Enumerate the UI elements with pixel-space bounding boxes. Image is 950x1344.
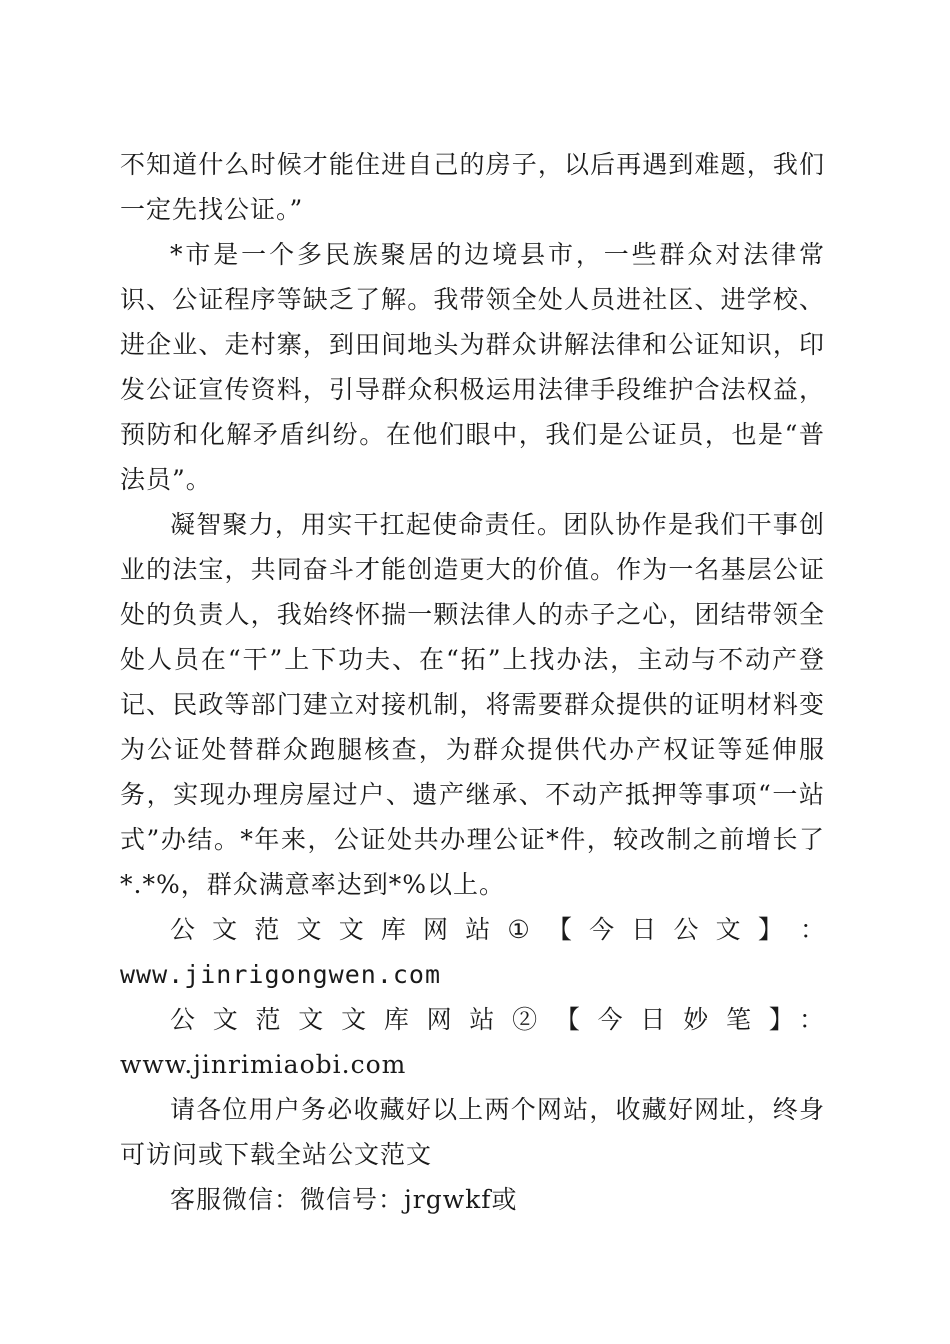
site1-char: 公 xyxy=(170,915,196,944)
site1-url[interactable]: www.jinrigongwen.com xyxy=(120,960,442,989)
site1-char: 网 xyxy=(423,915,449,944)
site1-char: 文 xyxy=(296,915,322,944)
site2-line[interactable]: 公文范文文库网站②【今日妙笔】：www.jinrimiaobi.com xyxy=(120,1005,825,1079)
site1-char: 库 xyxy=(380,915,406,944)
site1-char: 文 xyxy=(338,915,364,944)
site1-char: 文 xyxy=(212,915,238,944)
site1-char: 今 xyxy=(589,915,615,944)
site1-char: 范 xyxy=(254,915,280,944)
service-contact: 客服微信：微信号：jrgwkf或 xyxy=(170,1185,518,1214)
site1-char: 【 xyxy=(546,915,572,944)
site1-char: 】 xyxy=(757,915,783,944)
document-body xyxy=(120,142,825,1222)
site1-char: 日 xyxy=(631,915,657,944)
paragraph-legal-outreach: *市是一个多民族聚居的边境县市，一些群众对法律常识、公证程序等缺乏了解。我带领全处人员进社区、进学校、进企业、走村寨，到田间地头为群众讲解法律和公证知识，印发公证宣传资料，引导群众积极运用法律手段维护合法权益，预防和化解矛盾纠纷。在他们眼中，我们是公证员，也是“普法员”。 xyxy=(120,240,825,494)
site1-line xyxy=(120,907,825,952)
notice-paragraph: 请各位用户务必收藏好以上两个网站，收藏好网址，终身可访问或下载全站公文范文 xyxy=(120,1095,825,1169)
site1-char: 站 xyxy=(465,915,491,944)
paragraph-teamwork: 凝智聚力，用实干扛起使命责任。团队协作是我们干事创业的法宝，共同奋斗才能创造更大的价值。作为一名基层公证处的负责人，我始终怀揣一颗法律人的赤子之心，团结带领全处人员在“干”上下功夫、在“拓”上找办法，主动与不动产登记、民政等部门建立对接机制，将需要群众提供的证明材料变为公证处替群众跑腿核查，为群众提供代办产权证等延伸服务，实现办理房屋过户、遗产继承、不动产抵押等事项“一站式”办结。*年来，公证处共办理公证*件，较改制之前增长了*.*%，群众满意率达到*%以上。 xyxy=(120,510,825,899)
site1-char: 文 xyxy=(715,915,741,944)
site1-char: ： xyxy=(799,915,825,944)
site1-char: ① xyxy=(507,915,530,944)
site1-char: 公 xyxy=(673,915,699,944)
paragraph-continuation: 不知道什么时候才能住进自己的房子，以后再遇到难题，我们一定先找公证。” xyxy=(120,150,825,224)
